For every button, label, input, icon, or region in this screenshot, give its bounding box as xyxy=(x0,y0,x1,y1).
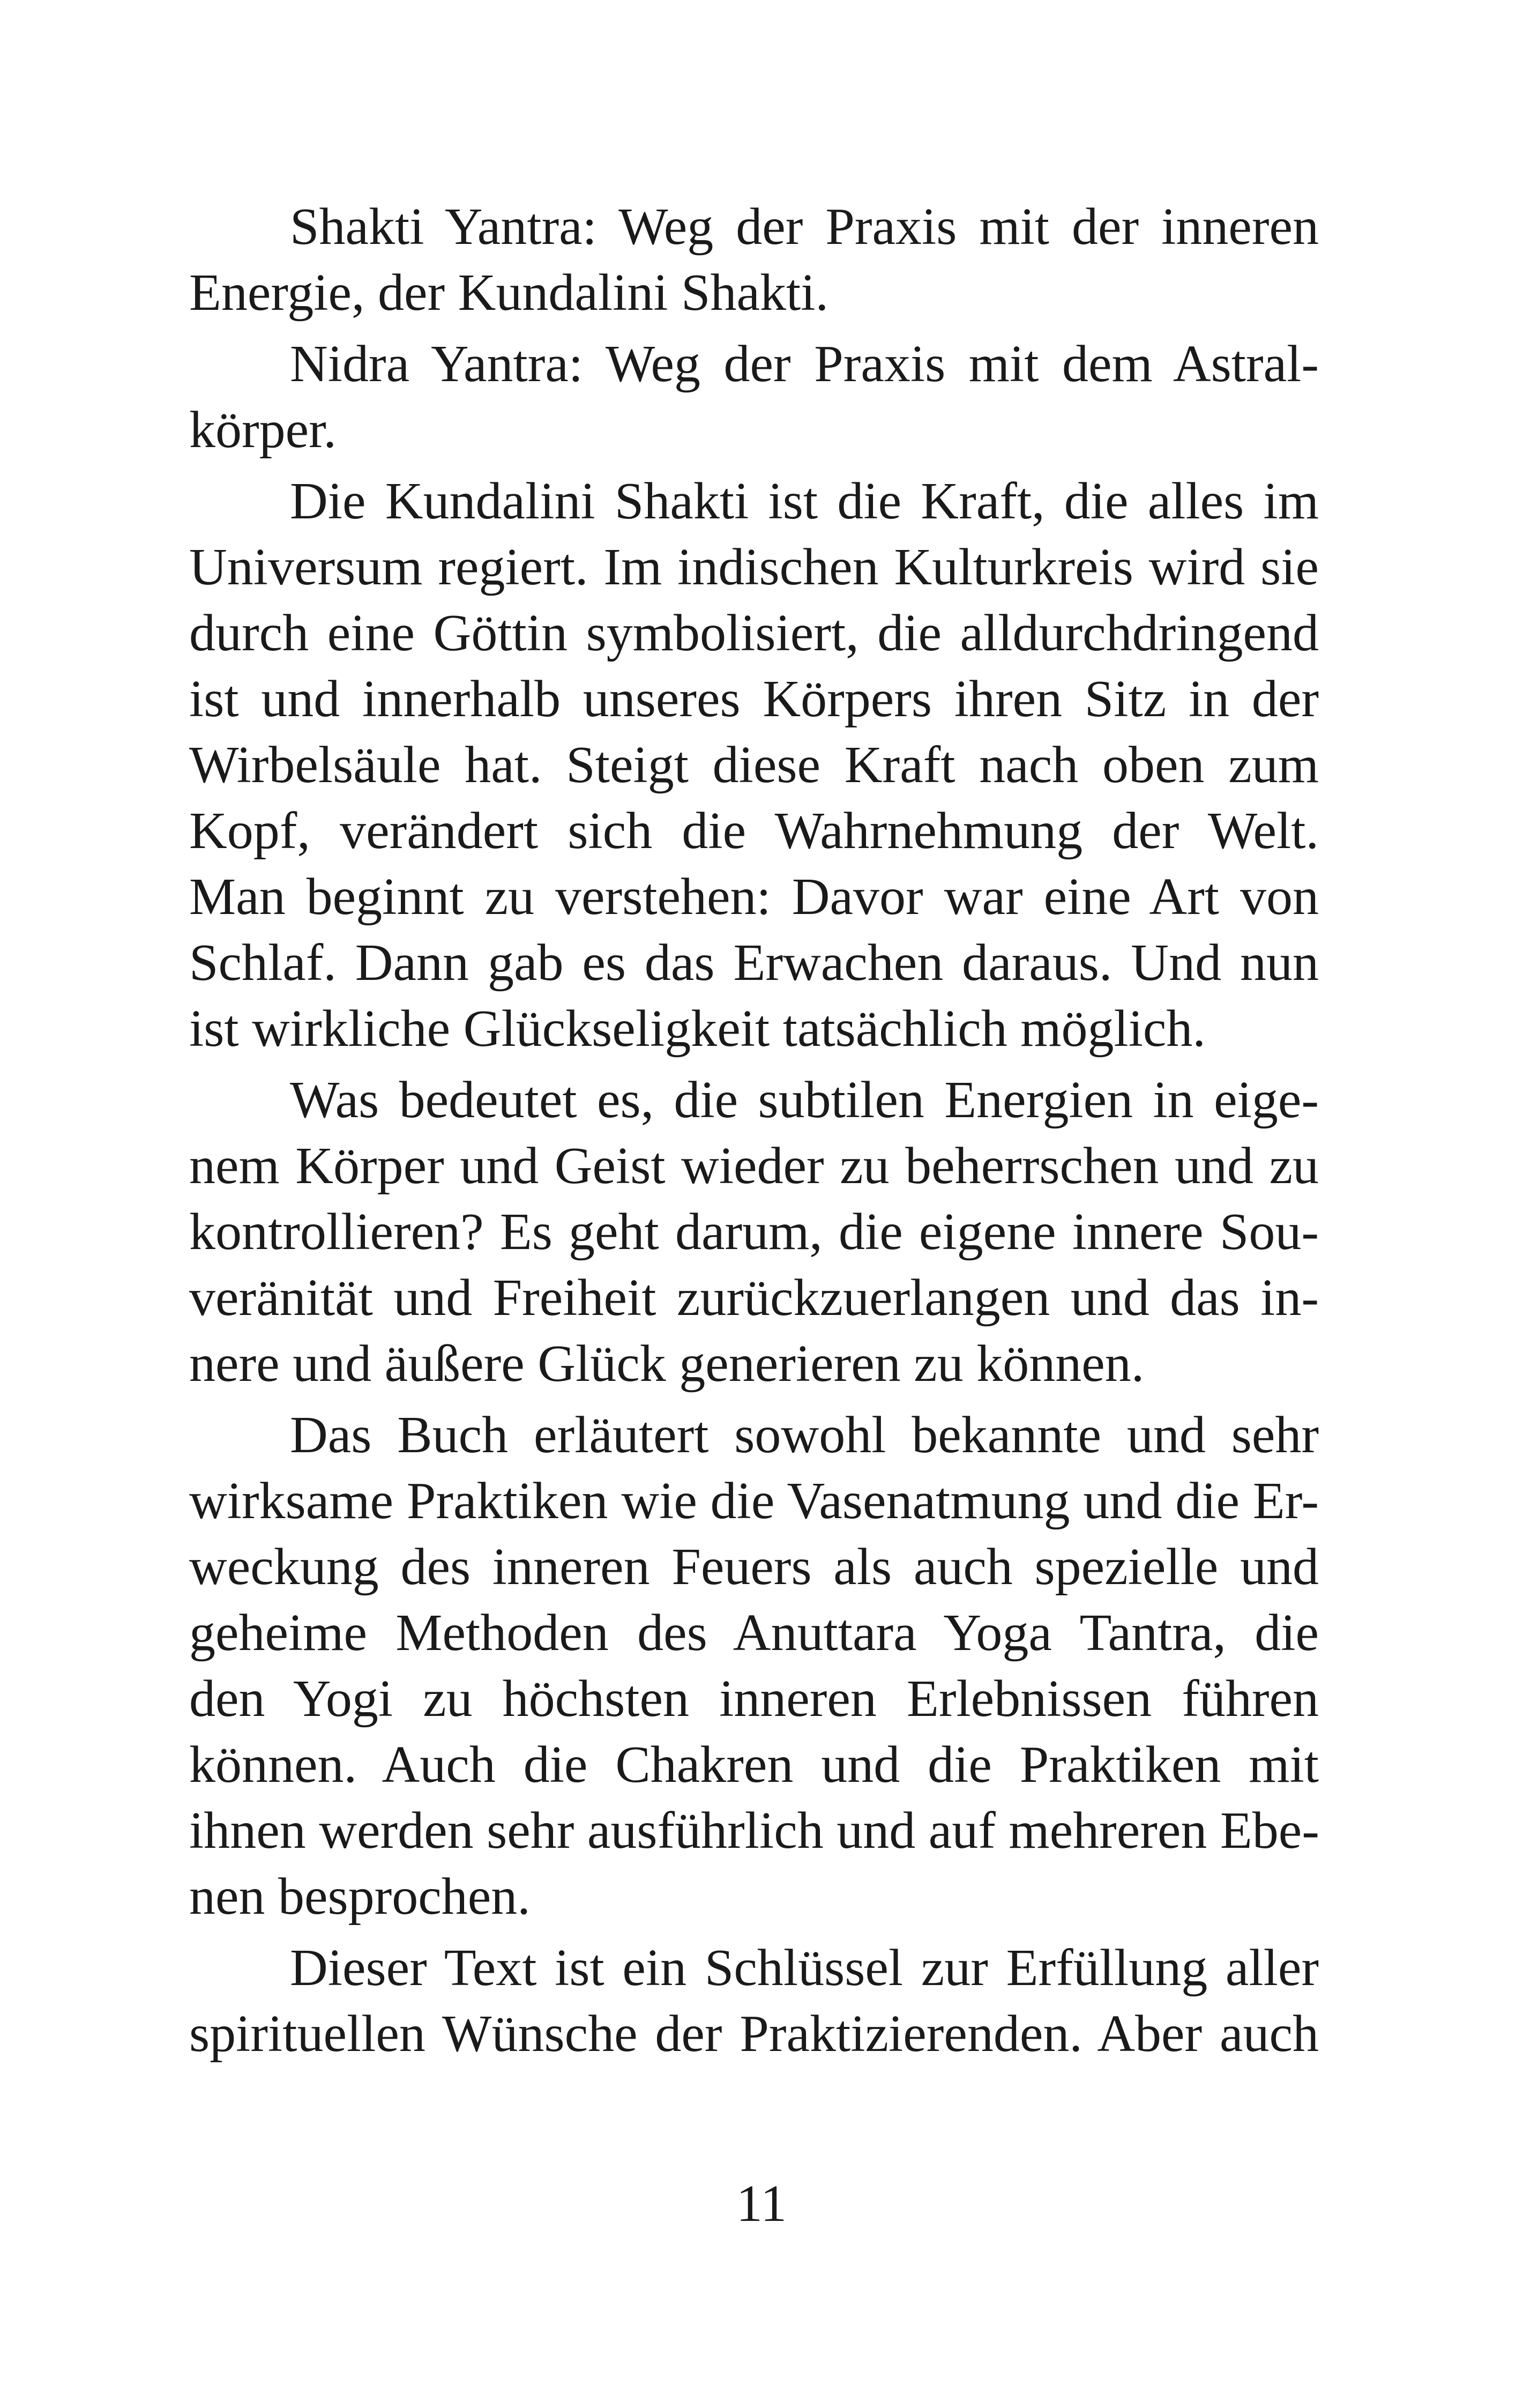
paragraph-subtile-energien xyxy=(189,1067,1319,1397)
text-line: geheime Methoden des Anuttara Yoga Tantra, die xyxy=(189,1604,1319,1662)
text-line: den Yogi zu höchsten inneren Erlebnissen führen xyxy=(189,1670,1319,1728)
text-line: nere und äußere Glück generieren zu können. xyxy=(189,1335,1145,1393)
text-line: Schlaf. Dann gab es das Erwachen daraus. Und nun xyxy=(189,934,1319,992)
text-line: weckung des inneren Feuers als auch spezielle und xyxy=(189,1538,1319,1596)
paragraph-das-buch xyxy=(189,1402,1319,1930)
text-line: Man beginnt zu verstehen: Davor war eine Art von xyxy=(189,868,1319,926)
text-line: nem Körper und Geist wieder zu beherrschen und zu xyxy=(189,1137,1319,1195)
text-line: wirksame Praktiken wie die Vasenatmung und die Er- xyxy=(189,1472,1319,1530)
text-line: Die Kundalini Shakti ist die Kraft, die alles im xyxy=(290,472,1319,530)
text-line: Kopf, verändert sich die Wahrnehmung der Welt. xyxy=(189,802,1319,860)
text-line: Shakti Yantra: Weg der Praxis mit der inneren xyxy=(290,198,1319,256)
text-line: veränität und Freiheit zurückzuerlangen und das in- xyxy=(189,1269,1319,1327)
text-line: Energie, der Kundalini Shakti. xyxy=(189,264,828,322)
text-line: können. Auch die Chakren und die Praktiken mit xyxy=(189,1736,1319,1794)
text-line: Universum regiert. Im indischen Kulturkreis wird sie xyxy=(189,538,1319,596)
text-line: ist und innerhalb unseres Körpers ihren Sitz in der xyxy=(189,670,1319,728)
paragraph-dieser-text xyxy=(189,1935,1319,2067)
text-line: Das Buch erläutert sowohl bekannte und sehr xyxy=(290,1406,1319,1464)
text-line: Wirbelsäule hat. Steigt diese Kraft nach oben zum xyxy=(189,736,1319,794)
text-line: kontrollieren? Es geht darum, die eigene innere Sou- xyxy=(189,1203,1319,1261)
text-line: körper. xyxy=(189,401,337,459)
paragraph-nidra-yantra xyxy=(189,331,1319,463)
text-line: Nidra Yantra: Weg der Praxis mit dem Astral- xyxy=(290,335,1319,393)
text-line: nen besprochen. xyxy=(189,1868,531,1926)
text-line: spirituellen Wünsche der Praktizierenden. Aber auch xyxy=(189,2005,1319,2063)
text-line: durch eine Göttin symbolisiert, die alldurchdringend xyxy=(189,604,1319,662)
text-line: Was bedeutet es, die subtilen Energien in eige- xyxy=(290,1071,1319,1129)
text-line: ihnen werden sehr ausführlich und auf mehreren Ebe- xyxy=(189,1802,1319,1860)
paragraph-kundalini xyxy=(189,469,1319,1062)
body-text xyxy=(189,194,1319,2072)
page-number: 11 xyxy=(736,2175,787,2233)
text-line: ist wirkliche Glückseligkeit tatsächlich möglich. xyxy=(189,1000,1206,1058)
text-line: Dieser Text ist ein Schlüssel zur Erfüllung aller xyxy=(290,1939,1319,1997)
paragraph-shakti-yantra xyxy=(189,194,1319,326)
